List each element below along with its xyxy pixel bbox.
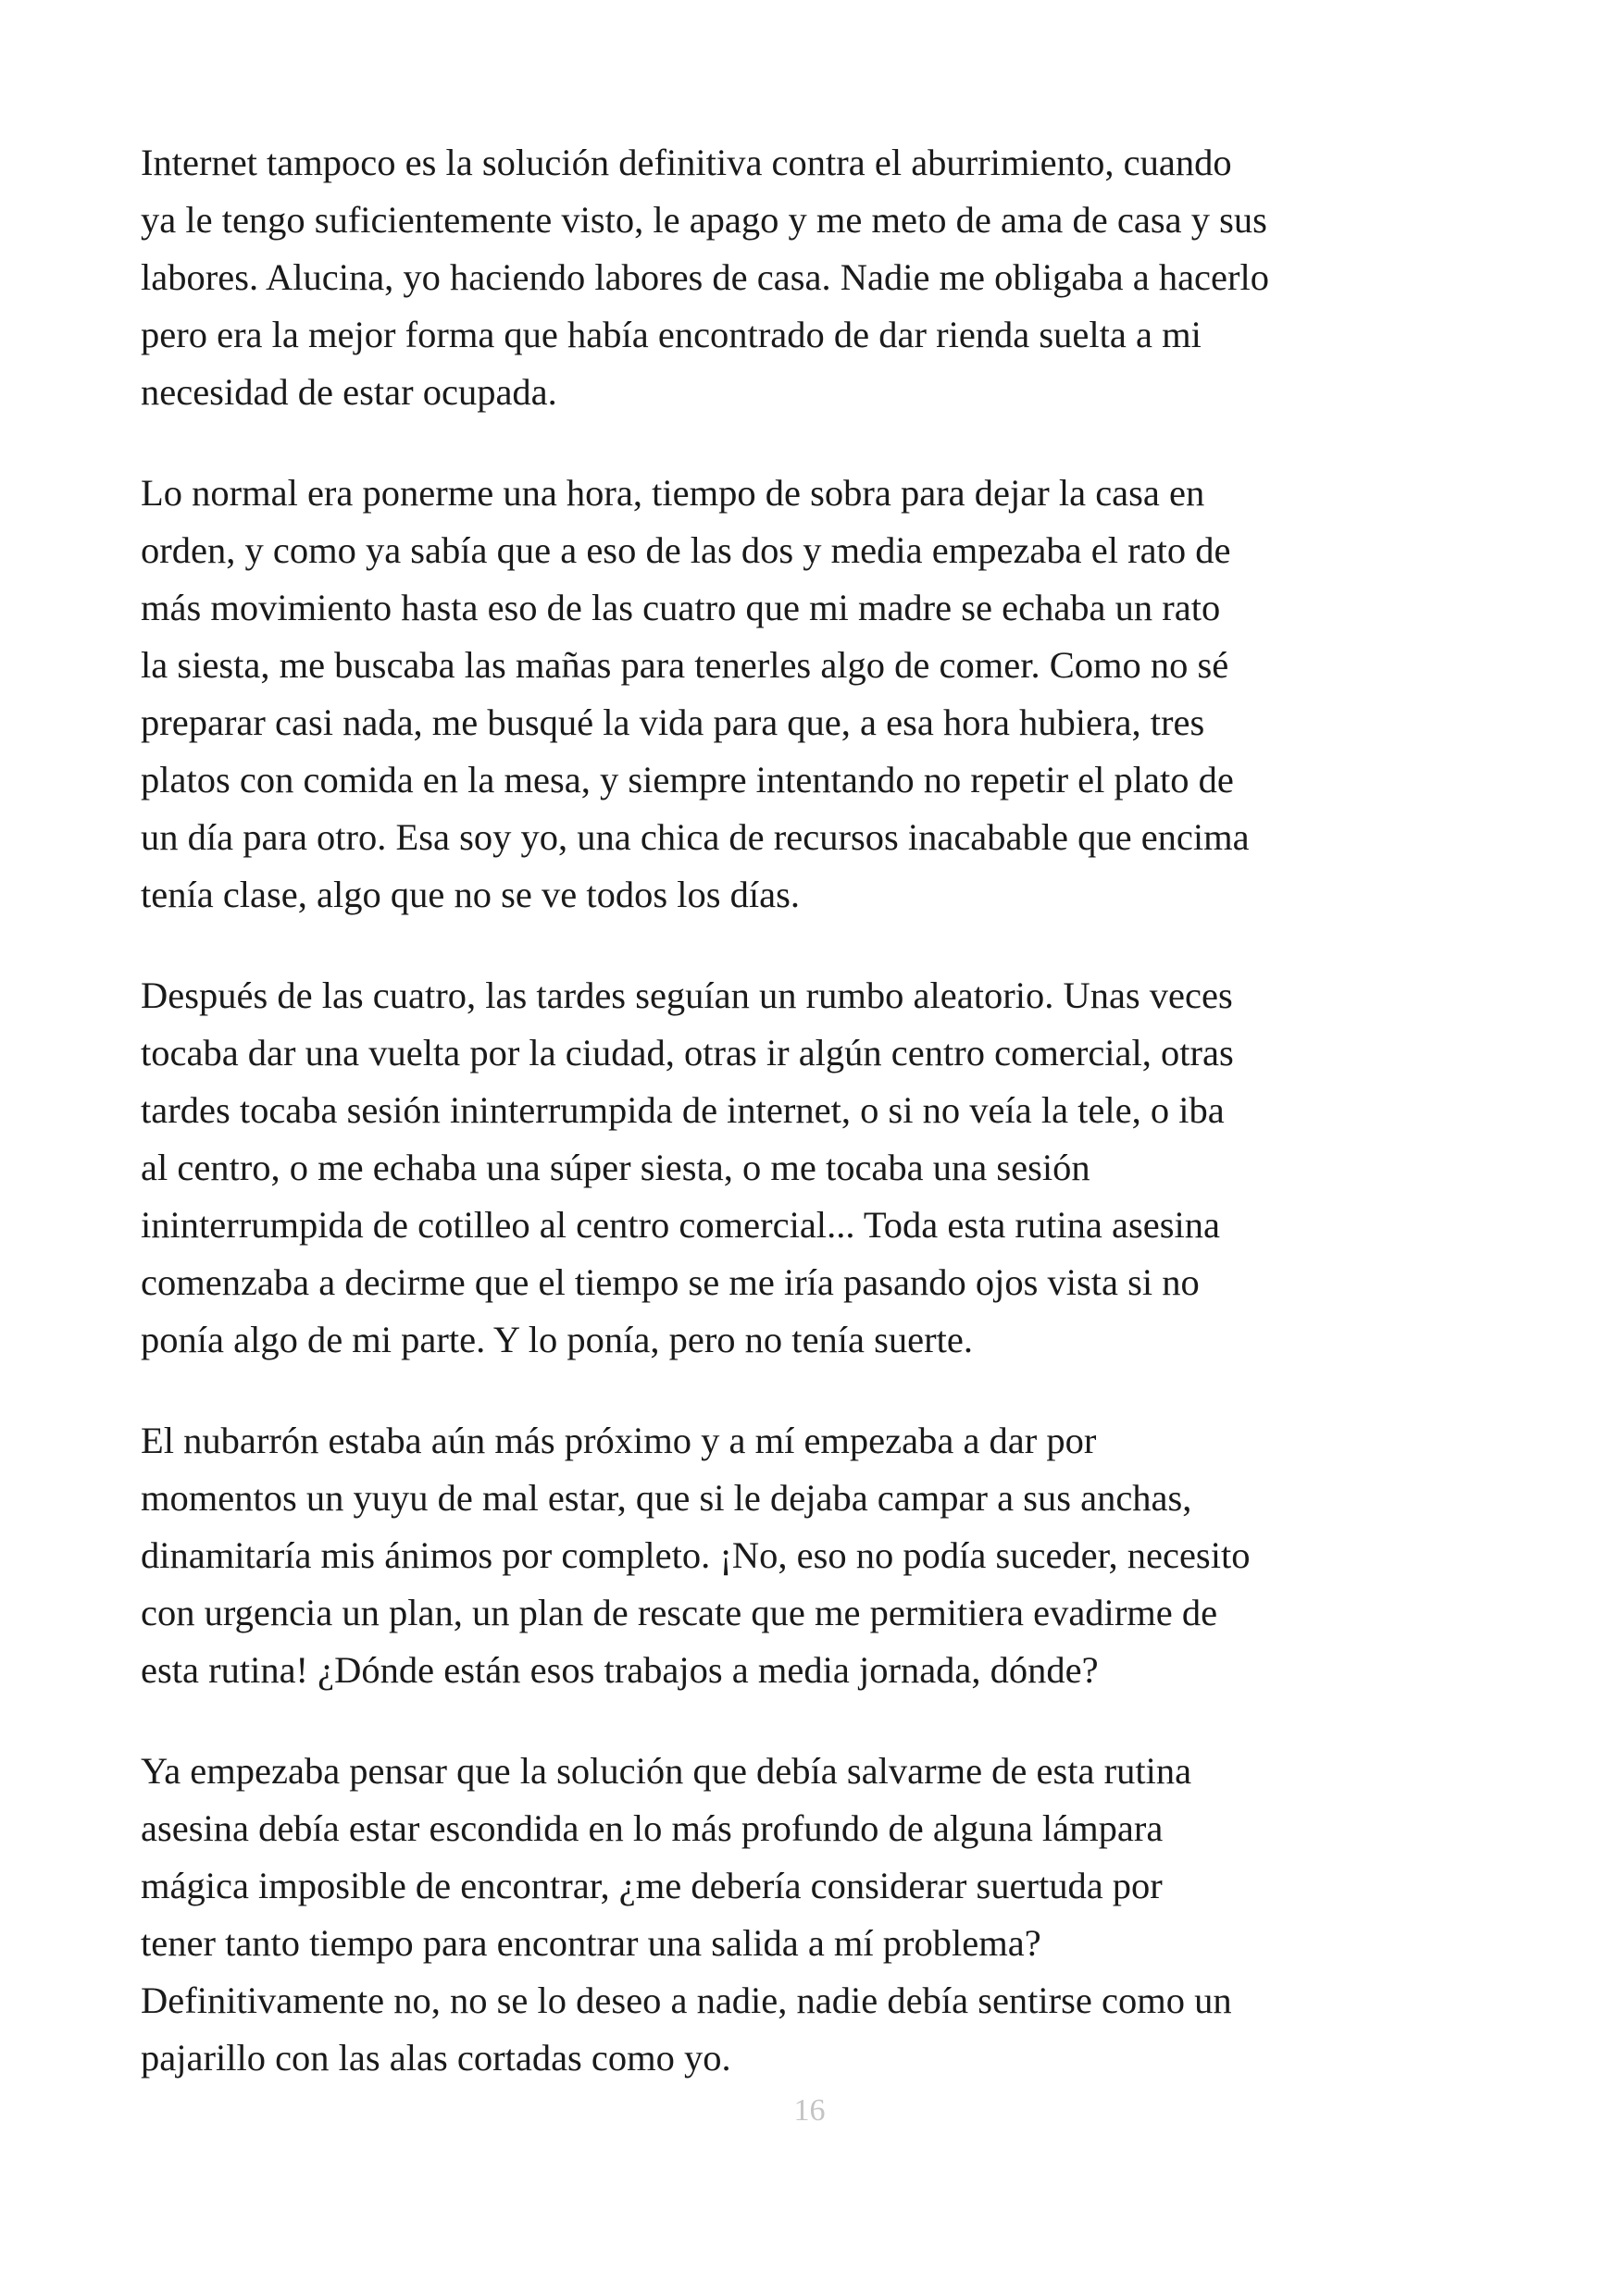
paragraph-4: El nubarrón estaba aún más próximo y a mí empezaba a dar por momentos un yuyu de mal estar, que si le dejaba campar a sus anchas, dinamitaría mis ánimos por completo. ¡No, eso no podía suceder, necesito con urgencia un plan, un plan de rescate que me permitiera evadirme de esta rutina! ¿Dónde están esos trabajos a media jornada, dónde? bbox=[141, 1420, 1251, 1691]
paragraph-1: Internet tampoco es la solución definitiva contra el aburrimiento, cuando ya le tengo suficientemente visto, le apago y me meto de ama de casa y sus labores. Alucina, yo haciendo labores de casa. Nadie me obligaba a hacerlo pero era la mejor forma que había encontrado de dar rienda suelta a mi necesidad de estar ocupada. bbox=[141, 142, 1269, 413]
paragraph-2: Lo normal era ponerme una hora, tiempo de sobra para dejar la casa en orden, y como ya sabía que a eso de las dos y media empezaba el rato de más movimiento hasta eso de las cuatro que mi madre se echaba un rato la siesta, me buscaba las mañas para tenerles algo de comer. Como no sé preparar casi nada, me busqué la vida para que, a esa hora hubiera, tres platos con comida en la mesa, y siempre intentando no repetir el plato de un día para otro. Esa soy yo, una chica de recursos inacabable que encima tenía clase, algo que no se ve todos los días. bbox=[141, 472, 1250, 915]
text-body bbox=[141, 134, 1492, 2130]
paragraph-5: Ya empezaba pensar que la solución que debía salvarme de esta rutina asesina debía estar escondida en lo más profundo de alguna lámpara mágica imposible de encontrar, ¿me debería considerar suertuda por tener tanto tiempo para encontrar una salida a mí problema? Definitivamente no, no se lo deseo a nadie, nadie debía sentirse como un pajarillo con las alas cortadas como yo. bbox=[141, 1750, 1232, 2079]
paragraph-3: Después de las cuatro, las tardes seguían un rumbo aleatorio. Unas veces tocaba dar una vuelta por la ciudad, otras ir algún centro comercial, otras tardes tocaba sesión ininterrumpida de internet, o si no veía la tele, o iba al centro, o me echaba una súper siesta, o me tocaba una sesión ininterrumpida de cotilleo al centro comercial... Toda esta rutina asesina comenzaba a decirme que el tiempo se me iría pasando ojos vista si no ponía algo de mi parte. Y lo ponía, pero no tenía suerte. bbox=[141, 974, 1234, 1360]
page-number: 16 bbox=[793, 2093, 826, 2128]
